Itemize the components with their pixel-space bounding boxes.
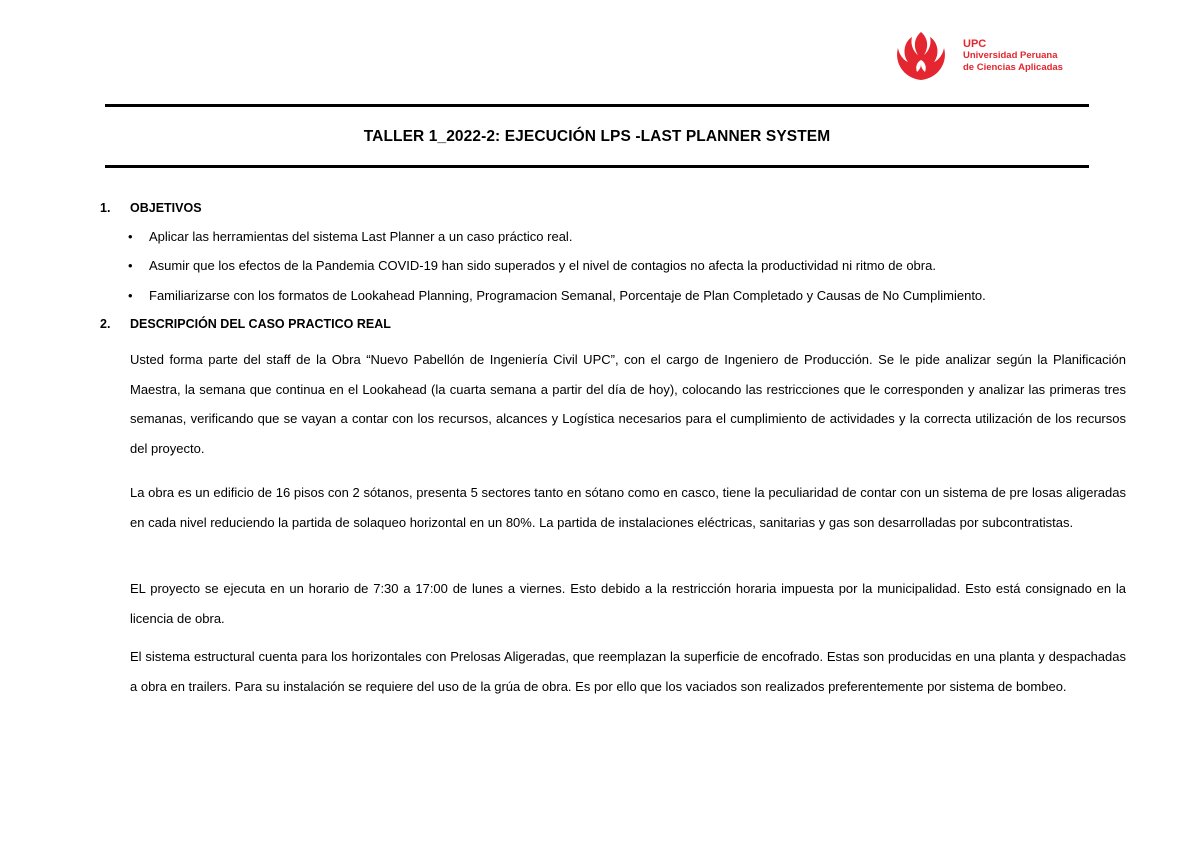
paragraph: La obra es un edificio de 16 pisos con 2 sótanos, presenta 5 sectores tanto en sótano como en casco, tiene la peculiaridad de contar con un sistema de pre losas aligeradas en cada nivel reduciendo la partida de solaqueo horizontal en un 80%. La partida de instalaciones eléctricas, sanitarias y gas son desarrolladas por subcontratistas. [130, 485, 1126, 530]
paragraph: El sistema estructural cuenta para los horizontales con Prelosas Aligeradas, que reemplazan la superficie de encofrado. Estas son producidas en una planta y despachadas a obra en trailers. Para su instalación se requiere del uso de la grúa de obra. Es por ello que los vaciados son realizados preferentemente por sistema de bombeo. [130, 649, 1126, 694]
document-title: TALLER 1_2022-2: EJECUCIÓN LPS -LAST PLANNER SYSTEM [363, 128, 831, 145]
section-number: 2. [100, 317, 111, 331]
logo-abbreviation: UPC [963, 38, 987, 50]
section-title: OBJETIVOS [130, 201, 202, 215]
bullet-icon: • [128, 229, 133, 244]
title-top-rule [105, 104, 1089, 107]
paragraph: Usted forma parte del staff de la Obra “Nuevo Pabellón de Ingeniería Civil UPC”, con el cargo de Ingeniero de Producción. Se le pide analizar según la Planificación Maestra, la semana que continua en el Lookahead (la cuarta semana a partir del día de hoy), colocando las restricciones que le corresponden y analizar las primeras tres semanas, verificando que se vayan a contar con los recursos, alcances y Logística necesarios para el cumplimiento de actividades y la correcta utilización de los recursos del proyecto. [130, 352, 1126, 456]
section-number: 1. [100, 201, 111, 215]
logo-name-line-1: Universidad Peruana [963, 50, 1058, 61]
logo-name-line-2: de Ciencias Aplicadas [963, 62, 1063, 73]
bullet-icon: • [128, 288, 133, 303]
upc-emblem-icon [893, 30, 949, 84]
list-item-text: Asumir que los efectos de la Pandemia COVID-19 han sido superados y el nivel de contagios no afecta la productividad ni ritmo de obra. [149, 258, 936, 273]
title-bottom-rule [105, 165, 1089, 168]
list-item-text: Aplicar las herramientas del sistema Last Planner a un caso práctico real. [149, 229, 573, 244]
section-title: DESCRIPCIÓN DEL CASO PRACTICO REAL [130, 317, 391, 331]
list-item-text: Familiarizarse con los formatos de Lookahead Planning, Programacion Semanal, Porcentaje de Plan Completado y Causas de No Cumplimiento. [149, 288, 986, 303]
section-heading-objetivos [100, 201, 202, 215]
bullet-icon: • [128, 258, 133, 273]
upc-logo [893, 30, 1093, 86]
paragraph: EL proyecto se ejecuta en un horario de 7:30 a 17:00 de lunes a viernes. Esto debido a la restricción horaria impuesta por la municipalidad. Esto está consignado en la licencia de obra. [130, 581, 1126, 626]
section-heading-descripcion [100, 317, 391, 331]
